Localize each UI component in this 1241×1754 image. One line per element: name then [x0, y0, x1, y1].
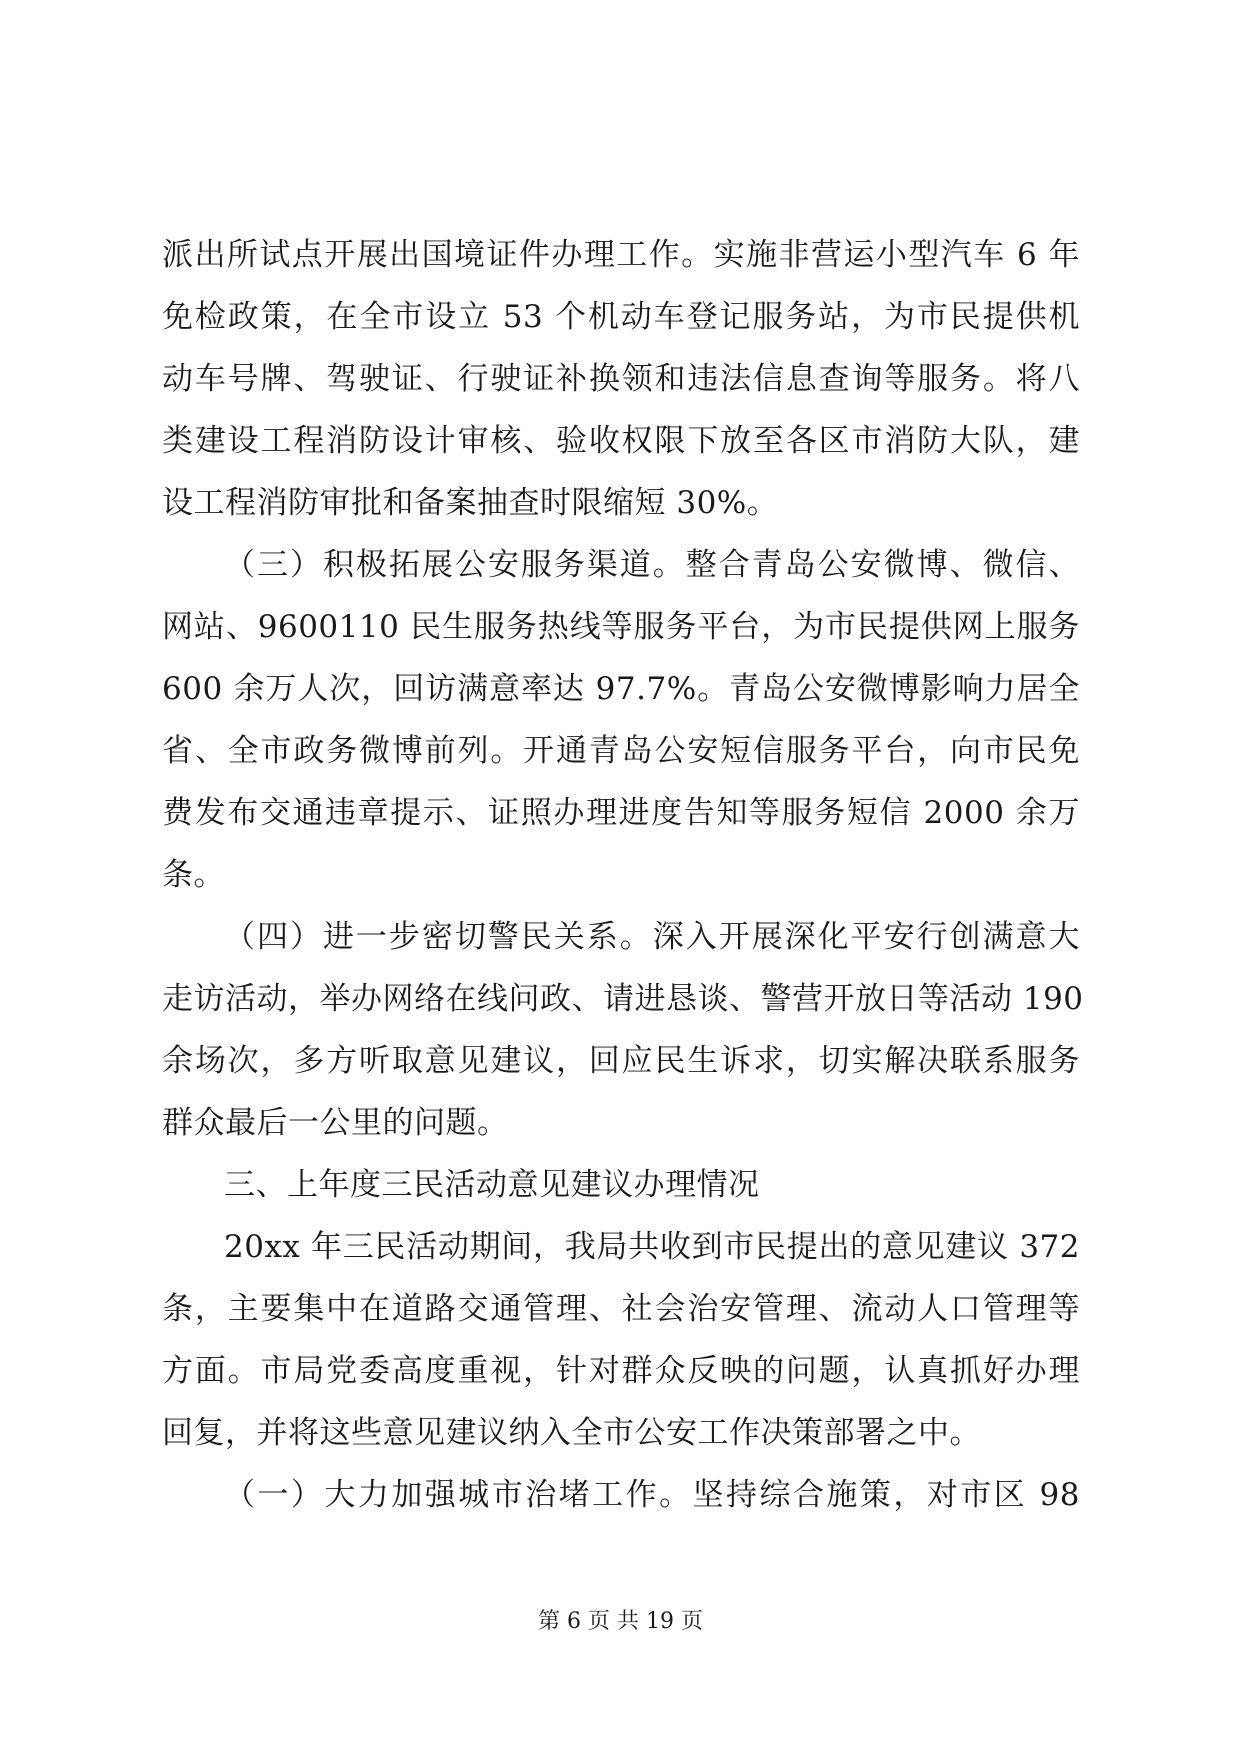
- text-line: 派出所试点开展出国境证件办理工作。实施非营运小型汽车 6 年: [162, 237, 1080, 273]
- heading-text: 三、上年度三民活动意见建议办理情况: [224, 1167, 760, 1203]
- text-line: 类建设工程消防设计审核、验收权限下放至各区市消防大队，建: [162, 423, 1080, 459]
- paragraph-1: [162, 224, 1080, 534]
- text-line: 动车号牌、驾驶证、行驶证补换领和违法信息查询等服务。将八: [162, 361, 1080, 397]
- text-line: 省、全市政务微博前列。开通青岛公安短信服务平台，向市民免: [162, 733, 1080, 769]
- text-line: 群众最后一公里的问题。: [162, 1105, 509, 1141]
- text-line: 费发布交通违章提示、证照办理进度告知等服务短信 2000 余万: [162, 795, 1080, 831]
- text-line: 回复，并将这些意见建议纳入全市公安工作决策部署之中。: [162, 1415, 981, 1451]
- text-line: 条，主要集中在道路交通管理、社会治安管理、流动人口管理等: [162, 1291, 1080, 1327]
- text-line: 走访活动，举办网络在线问政、请进恳谈、警营开放日等活动 190: [162, 981, 1084, 1017]
- text-line: （三）积极拓展公安服务渠道。整合青岛公安微博、微信、: [224, 547, 1080, 583]
- text-line: 网站、9600110 民生服务热线等服务平台，为市民提供网上服务: [162, 609, 1080, 645]
- paragraph-2: [162, 534, 1080, 906]
- paragraph-5: [162, 1216, 1080, 1464]
- page-number-label: 第 6 页 共 19 页: [538, 1609, 703, 1634]
- text-line: 600 余万人次，回访满意率达 97.7%。青岛公安微博影响力居全: [162, 671, 1080, 707]
- section-heading: [162, 1154, 1080, 1216]
- page-footer: [0, 1606, 1241, 1638]
- paragraph-3: [162, 906, 1084, 1154]
- text-line: 20xx 年三民活动期间，我局共收到市民提出的意见建议 372: [224, 1229, 1080, 1265]
- text-line: 条。: [162, 857, 225, 893]
- text-line: （一）大力加强城市治堵工作。坚持综合施策，对市区 98: [224, 1477, 1080, 1513]
- text-line: 设工程消防审批和备案抽查时限缩短 30%。: [162, 485, 779, 521]
- document-body: [162, 224, 1084, 1526]
- text-line: （四）进一步密切警民关系。深入开展深化平安行创满意大: [224, 919, 1080, 955]
- text-line: 方面。市局党委高度重视，针对群众反映的问题，认真抓好办理: [162, 1353, 1080, 1389]
- text-line: 余场次，多方听取意见建议，回应民生诉求，切实解决联系服务: [162, 1043, 1080, 1079]
- paragraph-6: [162, 1464, 1080, 1526]
- text-line: 免检政策，在全市设立 53 个机动车登记服务站，为市民提供机: [162, 299, 1080, 335]
